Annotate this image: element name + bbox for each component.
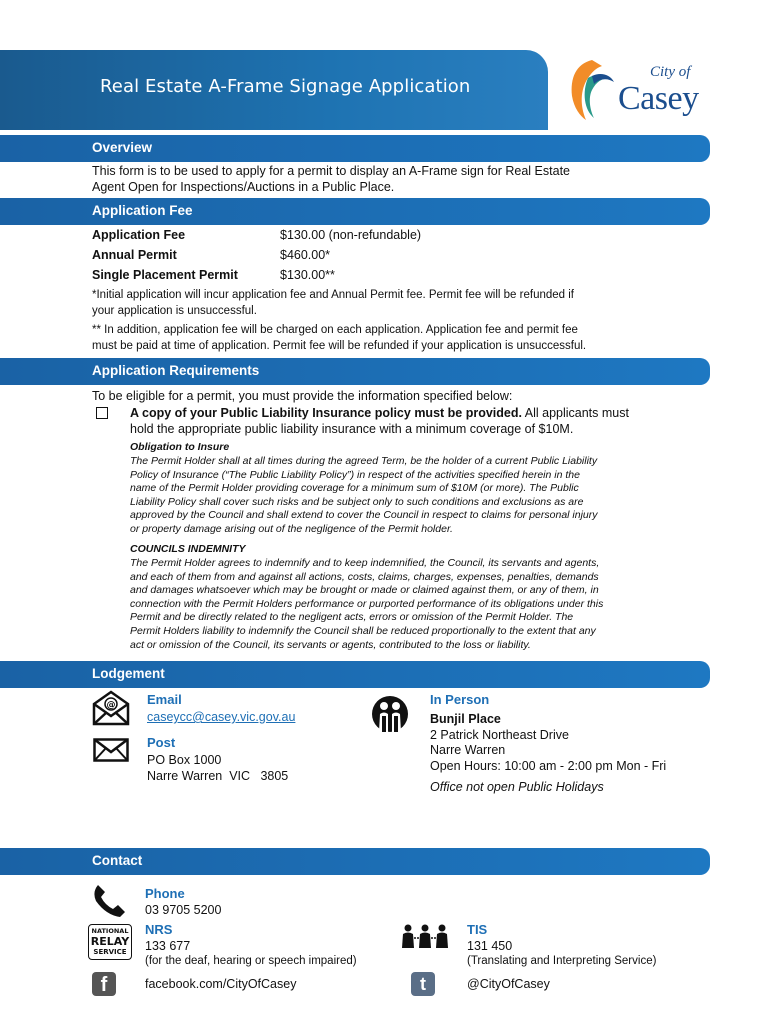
post-line2: Narre Warren VIC 3805 (147, 769, 289, 783)
in-person-address-line2: Narre Warren (430, 743, 506, 757)
logo-city-of-text: City of (650, 64, 691, 80)
tis-number: 131 450 (467, 939, 513, 953)
facebook-icon: f (92, 972, 116, 996)
indemnity-line-5: Permit and be directly related to the negligent acts, errors or omission of the Permit Holder. The (130, 611, 574, 624)
page-title: Real Estate A-Frame Signage Application (100, 76, 471, 97)
nrs-title: NRS (145, 922, 173, 937)
fee-value-single: $130.00** (280, 268, 335, 282)
header-banner (0, 50, 548, 130)
indemnity-line-6: Permit Holders liability to indemnify the Council shall be reduced proportionally to the extent that any (130, 624, 596, 637)
fee-value-annual: $460.00* (280, 248, 331, 262)
obligation-text (130, 455, 598, 537)
overview-text-line1: This form is to be used to apply for a permit to display an A-Frame sign for Real Estate (92, 164, 570, 178)
overview-text-line2: Agent Open for Inspections/Auctions in a Public Place. (92, 180, 395, 194)
indemnity-text (130, 557, 603, 652)
nrs-note: (for the deaf, hearing or speech impaired) (145, 955, 357, 967)
nrs-logo-line1: NATIONAL (91, 927, 129, 935)
in-person-note: Office not open Public Holidays (430, 780, 604, 794)
indemnity-line-3: and damages whatsoever which may be brought or made or claimed against them, or any of them, in (130, 584, 599, 597)
fee-value-application: $130.00 (non-refundable) (280, 228, 422, 242)
fee-label-single: Single Placement Permit (92, 268, 238, 282)
in-person-hours: Open Hours: 10:00 am - 2:00 pm Mon - Fri (430, 759, 667, 773)
obligation-line-2: Policy of Insurance (“The Public Liability Policy”) in respect of the activities specified herein in the (130, 468, 580, 481)
indemnity-line-2: and each of them from and against all actions, costs, claims, charges, expenses, penalties, demands (130, 570, 599, 583)
logo-casey-text: Casey (618, 80, 699, 117)
city-of-casey-logo (566, 56, 716, 122)
indemnity-title: COUNCILS INDEMNITY (130, 543, 246, 555)
fee-note2-line2: must be paid at time of application. Permit fee will be refunded if your application is unsuccessful. (92, 340, 587, 352)
requirement-item (130, 405, 629, 421)
email-link[interactable]: caseycc@casey.vic.gov.au (147, 710, 296, 724)
obligation-line-6: or property damage arising out of the negligence of the Permit holder. (130, 522, 453, 535)
tis-interpreter-icon (400, 924, 450, 948)
email-title: Email (147, 692, 182, 707)
fee-section-header (0, 198, 710, 225)
obligation-line-4: Liability Policy shall cover such risks and be subject only to such conditions and exclusions as are (130, 495, 584, 508)
nrs-number: 133 677 (145, 939, 191, 953)
tis-note: (Translating and Interpreting Service) (467, 955, 657, 967)
contact-heading: Contact (92, 853, 143, 868)
fee-heading: Application Fee (92, 203, 193, 218)
fee-label-application: Application Fee (92, 228, 186, 242)
nrs-logo-line3: SERVICE (93, 948, 127, 956)
twitter-handle[interactable]: @CityOfCasey (467, 977, 550, 991)
in-person-place: Bunjil Place (430, 712, 501, 726)
requirement-item-rest: All applicants must (521, 406, 629, 420)
overview-heading: Overview (92, 140, 153, 155)
twitter-icon: t (411, 972, 435, 996)
post-line1: PO Box 1000 (147, 753, 222, 767)
requirements-intro: To be eligible for a permit, you must provide the information specified below: (92, 389, 513, 403)
nrs-logo-icon (88, 924, 132, 960)
in-person-address-line1: 2 Patrick Northeast Drive (430, 728, 569, 742)
fee-note2-line1: ** In addition, application fee will be charged on each application. Application fee and permit fee (92, 324, 578, 336)
fee-label-annual: Annual Permit (92, 248, 177, 262)
casey-logo-mark-icon (566, 56, 618, 122)
post-envelope-icon (93, 738, 129, 762)
contact-section-header (0, 848, 710, 875)
insurance-checkbox[interactable] (96, 407, 108, 419)
email-icon (92, 690, 130, 726)
svg-text:@: @ (106, 700, 116, 711)
phone-number: 03 9705 5200 (145, 903, 222, 917)
requirements-heading: Application Requirements (92, 363, 260, 378)
requirement-item-bold: A copy of your Public Liability Insurance policy must be provided. (130, 406, 522, 420)
lodgement-section-header (0, 661, 710, 688)
requirement-item-line2: hold the appropriate public liability insurance with a minimum coverage of $10M. (130, 422, 574, 436)
obligation-line-3: name of the Permit Holder providing coverage for a minimum sum of $10M (or more). The Public (130, 482, 579, 495)
indemnity-line-7: act or omission of the Council, its servants or agents, contributed to the loss or liability. (130, 638, 531, 651)
in-person-icon (370, 694, 410, 734)
lodgement-heading: Lodgement (92, 666, 165, 681)
tis-title: TIS (467, 922, 488, 937)
nrs-logo-line2: RELAY (90, 935, 130, 948)
fee-note1-line1: *Initial application will incur application fee and Annual Permit fee. Permit fee will be refunded if (92, 289, 574, 301)
fee-note1-line2: your application is unsuccessful. (92, 305, 257, 317)
obligation-line-1: The Permit Holder shall at all times during the agreed Term, be the holder of a current Public Liability (130, 455, 598, 467)
phone-icon (92, 882, 128, 918)
requirements-section-header (0, 358, 710, 385)
in-person-title: In Person (430, 692, 490, 707)
post-title: Post (147, 735, 176, 750)
phone-title: Phone (145, 886, 185, 901)
facebook-link[interactable]: facebook.com/CityOfCasey (145, 977, 297, 991)
obligation-line-5: approved by the Council and shall extend to cover the Council in respect to claims for personal injury (130, 509, 598, 522)
indemnity-line-4: connection with the Permit Holders performance or purported performance of its obligations under this (130, 597, 604, 610)
indemnity-line-1: The Permit Holder agrees to indemnify and to keep indemnified, the Council, its servants and agents, (130, 557, 600, 569)
overview-section-header (0, 135, 710, 162)
obligation-title: Obligation to Insure (130, 441, 230, 453)
